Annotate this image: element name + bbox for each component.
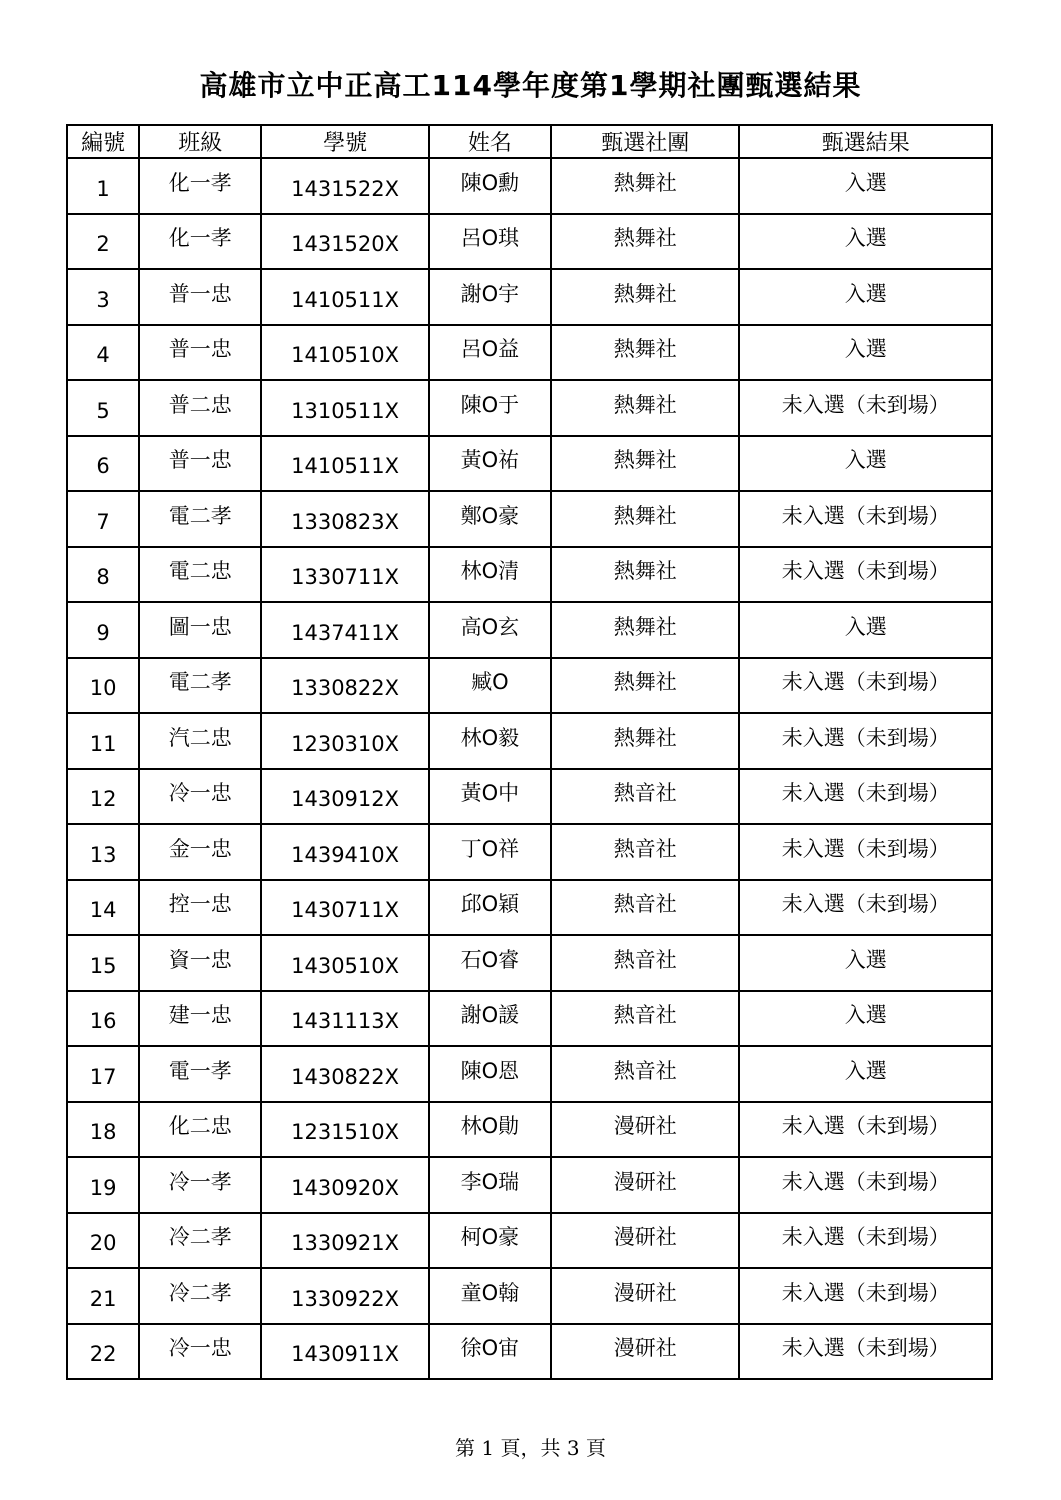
cell-name-text: 謝O宇	[460, 281, 520, 306]
cell-number	[67, 769, 139, 825]
table-row	[67, 214, 992, 270]
cell-number-text: 17	[89, 1064, 117, 1089]
cell-result	[739, 214, 992, 270]
cell-result	[739, 824, 992, 880]
cell-student-id-text: 1431522X	[291, 176, 400, 201]
cell-club-text: 熱音社	[613, 781, 677, 806]
cell-name	[429, 1324, 551, 1380]
cell-class	[139, 1046, 261, 1102]
cell-name	[429, 824, 551, 880]
cell-club	[551, 1213, 739, 1269]
cell-number	[67, 713, 139, 769]
cell-student-id	[261, 1102, 428, 1158]
cell-result	[739, 269, 992, 325]
cell-name	[429, 991, 551, 1047]
cell-class-text: 汽二忠	[168, 725, 232, 750]
cell-number-text: 1	[96, 176, 110, 201]
cell-result	[739, 602, 992, 658]
cell-student-id-text: 1330822X	[291, 676, 400, 701]
cell-number	[67, 1213, 139, 1269]
cell-club-text: 漫研社	[613, 1169, 677, 1194]
cell-club	[551, 713, 739, 769]
cell-class-text: 圖一忠	[168, 614, 232, 639]
cell-student-id	[261, 1157, 428, 1213]
header-club: 甄選社團	[551, 125, 739, 158]
cell-student-id-text: 1430920X	[291, 1175, 400, 1200]
cell-number-text: 16	[89, 1009, 117, 1034]
cell-name	[429, 880, 551, 936]
cell-club-text: 熱音社	[613, 947, 677, 972]
cell-club-text: 熱舞社	[613, 725, 677, 750]
cell-club	[551, 1268, 739, 1324]
cell-club	[551, 325, 739, 381]
cell-result-text: 未入選（未到場）	[781, 559, 950, 584]
cell-name-text: 鄭O豪	[460, 503, 520, 528]
cell-number	[67, 658, 139, 714]
cell-class-text: 冷二孝	[168, 1225, 232, 1250]
cell-number	[67, 436, 139, 492]
cell-club	[551, 158, 739, 214]
table-row	[67, 991, 992, 1047]
cell-student-id	[261, 158, 428, 214]
header-name: 姓名	[429, 125, 551, 158]
cell-class	[139, 824, 261, 880]
cell-student-id-text: 1231510X	[291, 1120, 400, 1145]
cell-club-text: 熱音社	[613, 892, 677, 917]
cell-name-text: 徐O宙	[460, 1336, 520, 1361]
cell-student-id	[261, 824, 428, 880]
header-number: 編號	[67, 125, 139, 158]
cell-club	[551, 769, 739, 825]
cell-club	[551, 1046, 739, 1102]
cell-number-text: 12	[89, 787, 117, 812]
cell-club-text: 熱舞社	[613, 337, 677, 362]
cell-class-text: 普二忠	[168, 392, 232, 417]
cell-club	[551, 214, 739, 270]
cell-result	[739, 1324, 992, 1380]
cell-club-text: 熱舞社	[613, 281, 677, 306]
cell-name	[429, 713, 551, 769]
cell-name-text: 童O翰	[460, 1280, 520, 1305]
cell-club-text: 漫研社	[613, 1225, 677, 1250]
cell-student-id-text: 1230310X	[291, 731, 400, 756]
cell-name	[429, 547, 551, 603]
cell-class	[139, 491, 261, 547]
cell-student-id-text: 1410511X	[291, 454, 400, 479]
cell-club-text: 熱舞社	[613, 614, 677, 639]
cell-class-text: 普一忠	[168, 337, 232, 362]
cell-club-text: 熱音社	[613, 1058, 677, 1083]
cell-name-text: 黃O祐	[460, 448, 520, 473]
cell-club	[551, 1324, 739, 1380]
cell-number-text: 20	[89, 1231, 117, 1256]
cell-student-id	[261, 713, 428, 769]
cell-class	[139, 1102, 261, 1158]
selection-results-table	[66, 124, 993, 1380]
cell-student-id	[261, 880, 428, 936]
cell-result	[739, 880, 992, 936]
cell-club	[551, 269, 739, 325]
table-row	[67, 380, 992, 436]
cell-student-id	[261, 1213, 428, 1269]
cell-name	[429, 436, 551, 492]
cell-club	[551, 658, 739, 714]
cell-result-text: 入選	[844, 1003, 887, 1028]
cell-name	[429, 1213, 551, 1269]
cell-number-text: 4	[96, 343, 110, 368]
cell-result	[739, 713, 992, 769]
cell-class-text: 電二忠	[168, 559, 232, 584]
header-student-id: 學號	[261, 125, 428, 158]
cell-number	[67, 269, 139, 325]
cell-class	[139, 214, 261, 270]
cell-class-text: 冷二孝	[168, 1280, 232, 1305]
cell-class-text: 普一忠	[168, 281, 232, 306]
cell-club	[551, 547, 739, 603]
cell-class-text: 化一孝	[168, 170, 232, 195]
cell-result-text: 入選	[844, 614, 887, 639]
table-row	[67, 658, 992, 714]
cell-number	[67, 1268, 139, 1324]
cell-number-text: 3	[96, 287, 110, 312]
cell-student-id	[261, 1324, 428, 1380]
table-row	[67, 713, 992, 769]
cell-number-text: 15	[89, 953, 117, 978]
cell-student-id-text: 1430711X	[291, 898, 400, 923]
cell-class	[139, 1324, 261, 1380]
cell-club	[551, 380, 739, 436]
cell-number-text: 11	[89, 731, 117, 756]
cell-result-text: 未入選（未到場）	[781, 1225, 950, 1250]
table-row	[67, 1102, 992, 1158]
cell-class	[139, 769, 261, 825]
cell-class	[139, 880, 261, 936]
cell-name	[429, 380, 551, 436]
cell-class-text: 建一忠	[168, 1003, 232, 1028]
cell-student-id	[261, 602, 428, 658]
cell-student-id-text: 1410511X	[291, 287, 400, 312]
cell-student-id-text: 1439410X	[291, 842, 400, 867]
cell-name-text: 李O瑞	[460, 1169, 520, 1194]
cell-result-text: 未入選（未到場）	[781, 725, 950, 750]
cell-club	[551, 880, 739, 936]
cell-name	[429, 214, 551, 270]
cell-result	[739, 991, 992, 1047]
cell-class-text: 控一忠	[168, 892, 232, 917]
cell-club-text: 漫研社	[613, 1114, 677, 1139]
cell-name-text: 呂O益	[460, 337, 520, 362]
table-row	[67, 547, 992, 603]
cell-name-text: 林O毅	[460, 725, 520, 750]
cell-result-text: 入選	[844, 170, 887, 195]
cell-club	[551, 491, 739, 547]
table-header-row	[67, 125, 992, 158]
cell-club	[551, 824, 739, 880]
table-row	[67, 491, 992, 547]
cell-club	[551, 436, 739, 492]
cell-student-id	[261, 1268, 428, 1324]
cell-name-text: 林O清	[460, 559, 520, 584]
cell-number-text: 2	[96, 232, 110, 257]
cell-name-text: 黃O中	[460, 781, 520, 806]
cell-result	[739, 769, 992, 825]
cell-club	[551, 991, 739, 1047]
cell-class-text: 冷一忠	[168, 1336, 232, 1361]
cell-club-text: 熱舞社	[613, 670, 677, 695]
cell-student-id	[261, 935, 428, 991]
cell-student-id	[261, 380, 428, 436]
page-footer: 第 1 頁，共 3 頁	[455, 1436, 606, 1460]
cell-number-text: 10	[89, 676, 117, 701]
cell-name	[429, 325, 551, 381]
cell-student-id	[261, 547, 428, 603]
cell-result-text: 未入選（未到場）	[781, 781, 950, 806]
table-row	[67, 880, 992, 936]
cell-student-id	[261, 269, 428, 325]
cell-result	[739, 436, 992, 492]
cell-result	[739, 547, 992, 603]
table-row	[67, 1324, 992, 1380]
cell-result-text: 未入選（未到場）	[781, 892, 950, 917]
cell-number	[67, 1046, 139, 1102]
cell-class	[139, 602, 261, 658]
cell-class-text: 化二忠	[168, 1114, 232, 1139]
cell-class	[139, 158, 261, 214]
table-row	[67, 769, 992, 825]
cell-number-text: 22	[89, 1342, 117, 1367]
table-row	[67, 158, 992, 214]
cell-club-text: 熱舞社	[613, 503, 677, 528]
cell-number	[67, 1102, 139, 1158]
cell-result	[739, 325, 992, 381]
cell-class-text: 化一孝	[168, 226, 232, 251]
cell-result-text: 入選	[844, 947, 887, 972]
cell-name	[429, 158, 551, 214]
table-body	[67, 158, 992, 1379]
cell-student-id	[261, 1046, 428, 1102]
cell-club-text: 熱舞社	[613, 559, 677, 584]
cell-name	[429, 658, 551, 714]
cell-class-text: 金一忠	[168, 836, 232, 861]
cell-result-text: 入選	[844, 337, 887, 362]
cell-number-text: 18	[89, 1120, 117, 1145]
table-row	[67, 1046, 992, 1102]
cell-class	[139, 658, 261, 714]
cell-number-text: 9	[96, 620, 110, 645]
cell-result	[739, 1157, 992, 1213]
cell-student-id-text: 1431113X	[291, 1009, 400, 1034]
table-row	[67, 325, 992, 381]
cell-class-text: 冷一忠	[168, 781, 232, 806]
cell-number	[67, 491, 139, 547]
cell-number	[67, 1324, 139, 1380]
cell-number-text: 8	[96, 565, 110, 590]
cell-name	[429, 602, 551, 658]
cell-number	[67, 380, 139, 436]
cell-student-id	[261, 214, 428, 270]
cell-student-id-text: 1431520X	[291, 232, 400, 257]
cell-club-text: 漫研社	[613, 1336, 677, 1361]
cell-class	[139, 991, 261, 1047]
cell-name-text: 呂O琪	[460, 226, 520, 251]
cell-student-id	[261, 769, 428, 825]
table-row	[67, 935, 992, 991]
cell-result	[739, 658, 992, 714]
cell-student-id-text: 1330711X	[291, 565, 400, 590]
cell-club-text: 熱音社	[613, 836, 677, 861]
cell-result	[739, 1213, 992, 1269]
cell-class-text: 電一孝	[168, 1058, 232, 1083]
cell-result	[739, 491, 992, 547]
cell-number	[67, 824, 139, 880]
cell-number-text: 7	[96, 509, 110, 534]
cell-number	[67, 158, 139, 214]
cell-student-id-text: 1310511X	[291, 398, 400, 423]
cell-name	[429, 491, 551, 547]
header-result: 甄選結果	[739, 125, 992, 158]
cell-result-text: 未入選（未到場）	[781, 1169, 950, 1194]
table-row	[67, 436, 992, 492]
cell-number-text: 5	[96, 398, 110, 423]
cell-number-text: 14	[89, 898, 117, 923]
cell-result-text: 未入選（未到場）	[781, 1114, 950, 1139]
cell-student-id	[261, 658, 428, 714]
cell-student-id-text: 1430510X	[291, 953, 400, 978]
cell-result-text: 未入選（未到場）	[781, 503, 950, 528]
cell-club-text: 熱舞社	[613, 170, 677, 195]
cell-student-id	[261, 436, 428, 492]
cell-student-id-text: 1330922X	[291, 1286, 400, 1311]
cell-result-text: 未入選（未到場）	[781, 670, 950, 695]
cell-class	[139, 1268, 261, 1324]
cell-name-text: 林O勛	[460, 1114, 520, 1139]
cell-number	[67, 935, 139, 991]
table-row	[67, 602, 992, 658]
cell-result-text: 未入選（未到場）	[781, 836, 950, 861]
table-row	[67, 824, 992, 880]
cell-result	[739, 1046, 992, 1102]
cell-club-text: 熱舞社	[613, 448, 677, 473]
cell-name	[429, 269, 551, 325]
cell-name	[429, 1046, 551, 1102]
cell-student-id-text: 1330823X	[291, 509, 400, 534]
cell-club	[551, 602, 739, 658]
cell-name-text: 石O睿	[460, 947, 520, 972]
cell-class	[139, 547, 261, 603]
cell-name	[429, 935, 551, 991]
cell-result	[739, 1102, 992, 1158]
cell-name-text: 陳O于	[460, 392, 520, 417]
cell-number	[67, 880, 139, 936]
cell-class	[139, 1213, 261, 1269]
cell-class-text: 普一忠	[168, 448, 232, 473]
cell-result	[739, 380, 992, 436]
cell-student-id	[261, 325, 428, 381]
cell-class-text: 電二孝	[168, 503, 232, 528]
header-class: 班級	[139, 125, 261, 158]
cell-name-text: 臧O	[471, 670, 509, 695]
cell-result-text: 入選	[844, 1058, 887, 1083]
cell-club	[551, 935, 739, 991]
cell-name	[429, 769, 551, 825]
cell-number-text: 6	[96, 454, 110, 479]
cell-class	[139, 935, 261, 991]
cell-club-text: 熱舞社	[613, 392, 677, 417]
cell-class	[139, 269, 261, 325]
cell-result	[739, 158, 992, 214]
cell-student-id-text: 1430912X	[291, 787, 400, 812]
cell-club-text: 漫研社	[613, 1280, 677, 1305]
cell-name-text: 謝O諼	[460, 1003, 520, 1028]
cell-class-text: 冷一孝	[168, 1169, 232, 1194]
cell-student-id	[261, 491, 428, 547]
cell-class	[139, 436, 261, 492]
cell-club-text: 熱音社	[613, 1003, 677, 1028]
cell-number	[67, 602, 139, 658]
table-row	[67, 1213, 992, 1269]
cell-name-text: 高O玄	[460, 614, 520, 639]
cell-result-text: 入選	[844, 226, 887, 251]
cell-class	[139, 1157, 261, 1213]
cell-student-id-text: 1437411X	[291, 620, 400, 645]
cell-result-text: 入選	[844, 281, 887, 306]
cell-result-text: 未入選（未到場）	[781, 1336, 950, 1361]
cell-name-text: 陳O恩	[460, 1058, 520, 1083]
cell-club-text: 熱舞社	[613, 226, 677, 251]
cell-name-text: 陳O勳	[460, 170, 520, 195]
cell-number-text: 21	[89, 1286, 117, 1311]
cell-number	[67, 547, 139, 603]
cell-number	[67, 1157, 139, 1213]
cell-student-id-text: 1430822X	[291, 1064, 400, 1089]
cell-student-id-text: 1410510X	[291, 343, 400, 368]
cell-number	[67, 325, 139, 381]
cell-class-text: 資一忠	[168, 947, 232, 972]
cell-result-text: 未入選（未到場）	[781, 1280, 950, 1305]
cell-number	[67, 214, 139, 270]
table-row	[67, 1268, 992, 1324]
cell-result-text: 未入選（未到場）	[781, 392, 950, 417]
cell-result-text: 入選	[844, 448, 887, 473]
cell-club	[551, 1102, 739, 1158]
table-row	[67, 269, 992, 325]
cell-student-id	[261, 991, 428, 1047]
cell-number-text: 19	[89, 1175, 117, 1200]
cell-number	[67, 991, 139, 1047]
cell-name	[429, 1157, 551, 1213]
cell-name-text: 柯O豪	[460, 1225, 520, 1250]
cell-name-text: 丁O祥	[460, 836, 520, 861]
cell-result	[739, 935, 992, 991]
cell-student-id-text: 1430911X	[291, 1342, 400, 1367]
cell-class	[139, 325, 261, 381]
cell-name-text: 邱O穎	[460, 892, 520, 917]
table-row	[67, 1157, 992, 1213]
cell-student-id-text: 1330921X	[291, 1231, 400, 1256]
cell-name	[429, 1268, 551, 1324]
cell-name	[429, 1102, 551, 1158]
cell-class	[139, 713, 261, 769]
cell-club	[551, 1157, 739, 1213]
cell-class-text: 電二孝	[168, 670, 232, 695]
cell-class	[139, 380, 261, 436]
cell-result	[739, 1268, 992, 1324]
page-title: 高雄市立中正高工114學年度第1學期社團甄選結果	[199, 69, 862, 102]
cell-number-text: 13	[89, 842, 117, 867]
